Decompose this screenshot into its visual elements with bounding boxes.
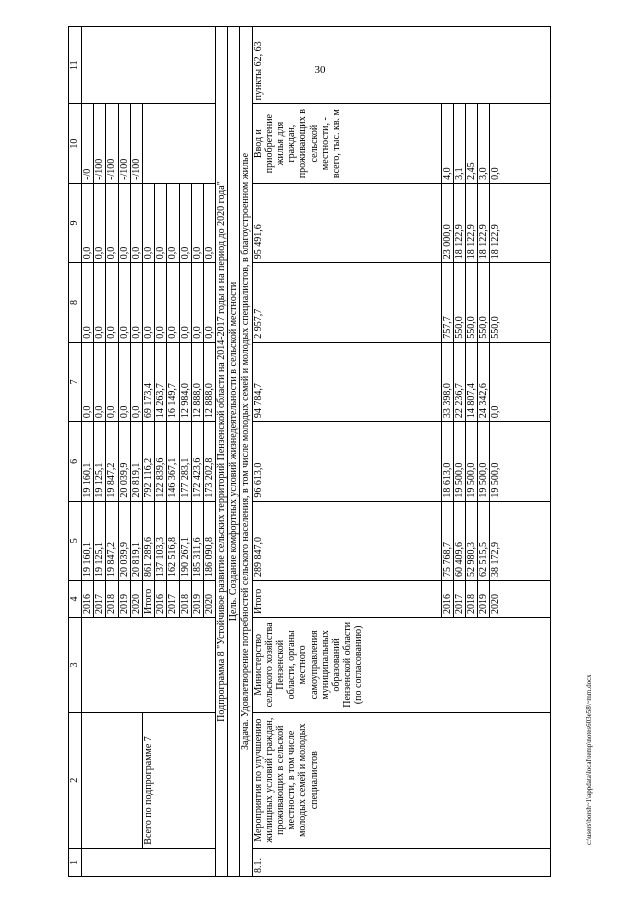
table-cell: 289 847,0	[252, 501, 441, 580]
table-cell: 0,0	[106, 342, 118, 421]
table-cell: 18 122,9	[466, 183, 478, 262]
table-cell: 162 516,8	[167, 501, 179, 580]
table-cell: 173 202,8	[203, 422, 215, 501]
table-cell: 550,0	[478, 263, 490, 342]
table-cell: 0,0	[118, 342, 130, 421]
empty-cell	[82, 848, 216, 876]
table-cell: 12 888,0	[191, 342, 203, 421]
table-cell: 0,0	[490, 342, 551, 421]
table-cell: 75 768,7	[441, 501, 453, 580]
item-number: 8.1.	[252, 848, 551, 876]
file-path-footer: c:\users\borsh~1\appdata\local\temp\notes603e58\~mm.docx	[585, 674, 593, 845]
table-cell: 137 103,3	[155, 501, 167, 580]
empty-cell	[82, 618, 216, 713]
table-cell: 12 888,0	[203, 342, 215, 421]
table-cell: 185 311,6	[191, 501, 203, 580]
table-cell: 0,0	[106, 183, 118, 262]
table-cell: 18 122,9	[490, 183, 551, 262]
table-cell: 0,0	[191, 183, 203, 262]
table-cell: 14 807,4	[466, 342, 478, 421]
table-cell: 2018	[106, 581, 118, 618]
table-cell: 0,0	[179, 183, 191, 262]
table-cell: 0,0	[130, 263, 142, 342]
table-cell: 3,0	[478, 104, 490, 183]
program-table	[68, 26, 551, 877]
table-cell: 550,0	[490, 263, 551, 342]
table-cell: 0,0	[155, 183, 167, 262]
table-cell: 24 342,6	[478, 342, 490, 421]
header-cell: 11	[69, 27, 82, 104]
table-cell: 23 000,0	[441, 183, 453, 262]
empty-cell	[82, 712, 143, 848]
table-cell: 4,0	[441, 104, 453, 183]
item-points: пункты 62, 63	[252, 27, 551, 104]
table-cell: 0,0	[106, 263, 118, 342]
table-cell: 19 500,0	[490, 422, 551, 501]
table-cell: 0,0	[167, 183, 179, 262]
table-row	[82, 27, 94, 877]
table-cell: 2016	[82, 581, 94, 618]
table-cell: 62 515,5	[478, 501, 490, 580]
table-cell: Итого	[252, 581, 441, 618]
table-cell: 0,0	[94, 263, 106, 342]
task-row-cell: Задача. Удовлетворение потребностей сельского населения, в том числе молодых семей и молодых специалистов, в благоустроенном жилье	[240, 27, 252, 877]
table-cell: 122 839,6	[155, 422, 167, 501]
table-cell: 0,0	[130, 342, 142, 421]
header-cell: 5	[69, 501, 82, 580]
table-cell: 20 039,9	[118, 501, 130, 580]
table-cell: -/100	[118, 104, 130, 183]
header-cell: 7	[69, 342, 82, 421]
table-cell: 2,45	[466, 104, 478, 183]
table-cell: 18 122,9	[453, 183, 465, 262]
table-cell: 0,0	[82, 183, 94, 262]
table-cell: 2017	[94, 581, 106, 618]
table-cell: 20 819,1	[130, 422, 142, 501]
table-cell: 0,0	[155, 263, 167, 342]
table-cell: 38 172,9	[490, 501, 551, 580]
table-cell: 0,0	[82, 263, 94, 342]
table-cell: 19 847,2	[106, 422, 118, 501]
table-cell: 0,0	[118, 263, 130, 342]
table-cell: 96 613,0	[252, 422, 441, 501]
header-cell: 3	[69, 618, 82, 713]
table-cell: 2 957,7	[252, 263, 441, 342]
table-cell: 550,0	[453, 263, 465, 342]
page-number: 30	[314, 64, 326, 76]
table-cell: 2020	[490, 581, 551, 618]
table-cell: 2020	[203, 581, 215, 618]
goal-row	[228, 27, 240, 877]
header-cell: 8	[69, 263, 82, 342]
table-cell: 0,0	[130, 183, 142, 262]
table-cell: 0,0	[490, 104, 551, 183]
table-cell: 0,0	[142, 183, 154, 262]
table-cell: 2020	[130, 581, 142, 618]
table-cell: 95 491,6	[252, 183, 441, 262]
task-row	[240, 27, 252, 877]
table-cell: -/100	[94, 104, 106, 183]
item-name: Мероприятия по улучшению жилищных условий граждан, проживающих в сельской местности, в том числе молодых семей и молодых специалистов	[252, 712, 551, 848]
table-cell: 22 236,7	[453, 342, 465, 421]
table-cell: 18 122,9	[478, 183, 490, 262]
table-cell: 2019	[118, 581, 130, 618]
table-cell: 52 980,3	[466, 501, 478, 580]
header-cell: 2	[69, 712, 82, 848]
table-cell: 94 784,7	[252, 342, 441, 421]
table-cell: 861 289,6	[142, 501, 154, 580]
table-cell: 18 613,0	[441, 422, 453, 501]
header-cell: 4	[69, 581, 82, 618]
table-row	[142, 27, 154, 877]
table-cell: 172 423,6	[191, 422, 203, 501]
table-cell: -/100	[106, 104, 118, 183]
table-cell: 177 283,1	[179, 422, 191, 501]
header-cell: 10	[69, 104, 82, 183]
table-cell: 190 267,1	[179, 501, 191, 580]
table-cell: 2016	[441, 581, 453, 618]
table-cell: 19 500,0	[453, 422, 465, 501]
table-cell: 2016	[155, 581, 167, 618]
table-cell: 3,1	[453, 104, 465, 183]
table-cell: 0,0	[191, 263, 203, 342]
item-executor: Министерство сельского хозяйства Пензенской области, органы местного самоуправления муниципальных образований Пензенской области (по согласованию)	[252, 618, 551, 713]
table-cell: 0,0	[94, 342, 106, 421]
table-cell: 16 149,7	[167, 342, 179, 421]
table-cell: -/100	[130, 104, 142, 183]
table-cell: -/0	[82, 104, 94, 183]
table-cell: 14 263,7	[155, 342, 167, 421]
table-cell: 19 847,2	[106, 501, 118, 580]
table-cell: 60 409,6	[453, 501, 465, 580]
table-cell: 2017	[167, 581, 179, 618]
table-cell: 19 160,1	[82, 422, 94, 501]
subprogram7-total-label: Всего по подпрограмме 7	[142, 712, 215, 848]
table-cell: 0,0	[142, 263, 154, 342]
table-cell: 0,0	[203, 263, 215, 342]
table-cell: 2018	[179, 581, 191, 618]
table-cell: 19 500,0	[466, 422, 478, 501]
table-cell: 0,0	[118, 183, 130, 262]
table-cell: 33 398,0	[441, 342, 453, 421]
table-cell: 792 116,2	[142, 422, 154, 501]
empty-cell	[82, 27, 216, 104]
table-cell: 0,0	[179, 263, 191, 342]
table-cell: 19 125,1	[94, 501, 106, 580]
rotated-table-container	[68, 26, 573, 877]
table-cell: 2019	[191, 581, 203, 618]
item81-total-row	[252, 27, 441, 877]
table-cell: 0,0	[167, 263, 179, 342]
table-cell: 2017	[453, 581, 465, 618]
empty-cell	[142, 104, 215, 183]
subprogram8-title	[216, 27, 228, 877]
table-cell: 19 160,1	[82, 501, 94, 580]
table-cell: 20 039,9	[118, 422, 130, 501]
table-cell: 0,0	[94, 183, 106, 262]
table-cell: 12 984,0	[179, 342, 191, 421]
table-cell: Итого	[142, 581, 154, 618]
goal-row-cell: Цель. Создание комфортных условий жизнедеятельности в сельской местности	[228, 27, 240, 877]
table-cell: 757,7	[441, 263, 453, 342]
table-cell: 2018	[466, 581, 478, 618]
table-cell: 0,0	[203, 183, 215, 262]
header-cell: 9	[69, 183, 82, 262]
table-cell: 69 173,4	[142, 342, 154, 421]
table-cell: 2019	[478, 581, 490, 618]
table-cell: 146 367,1	[167, 422, 179, 501]
table-cell: 19 500,0	[478, 422, 490, 501]
table-cell: 550,0	[466, 263, 478, 342]
table-cell: 0,0	[82, 342, 94, 421]
item-indicator: Ввод и приобретение жилья для граждан, проживающих в сельской местности, - всего, тыс. кв. м	[252, 104, 441, 183]
table-cell: 186 090,8	[203, 501, 215, 580]
table-cell: 20 819,1	[130, 501, 142, 580]
header-row	[69, 27, 82, 877]
header-cell: 6	[69, 422, 82, 501]
header-cell: 1	[69, 848, 82, 876]
table-cell: 19 125,1	[94, 422, 106, 501]
subprogram8-title-cell: Подпрограмма 8 "Устойчивое развитие сельских территорий Пензенской области на 2014-2017 годы и на период до 2020 года"	[216, 27, 228, 877]
